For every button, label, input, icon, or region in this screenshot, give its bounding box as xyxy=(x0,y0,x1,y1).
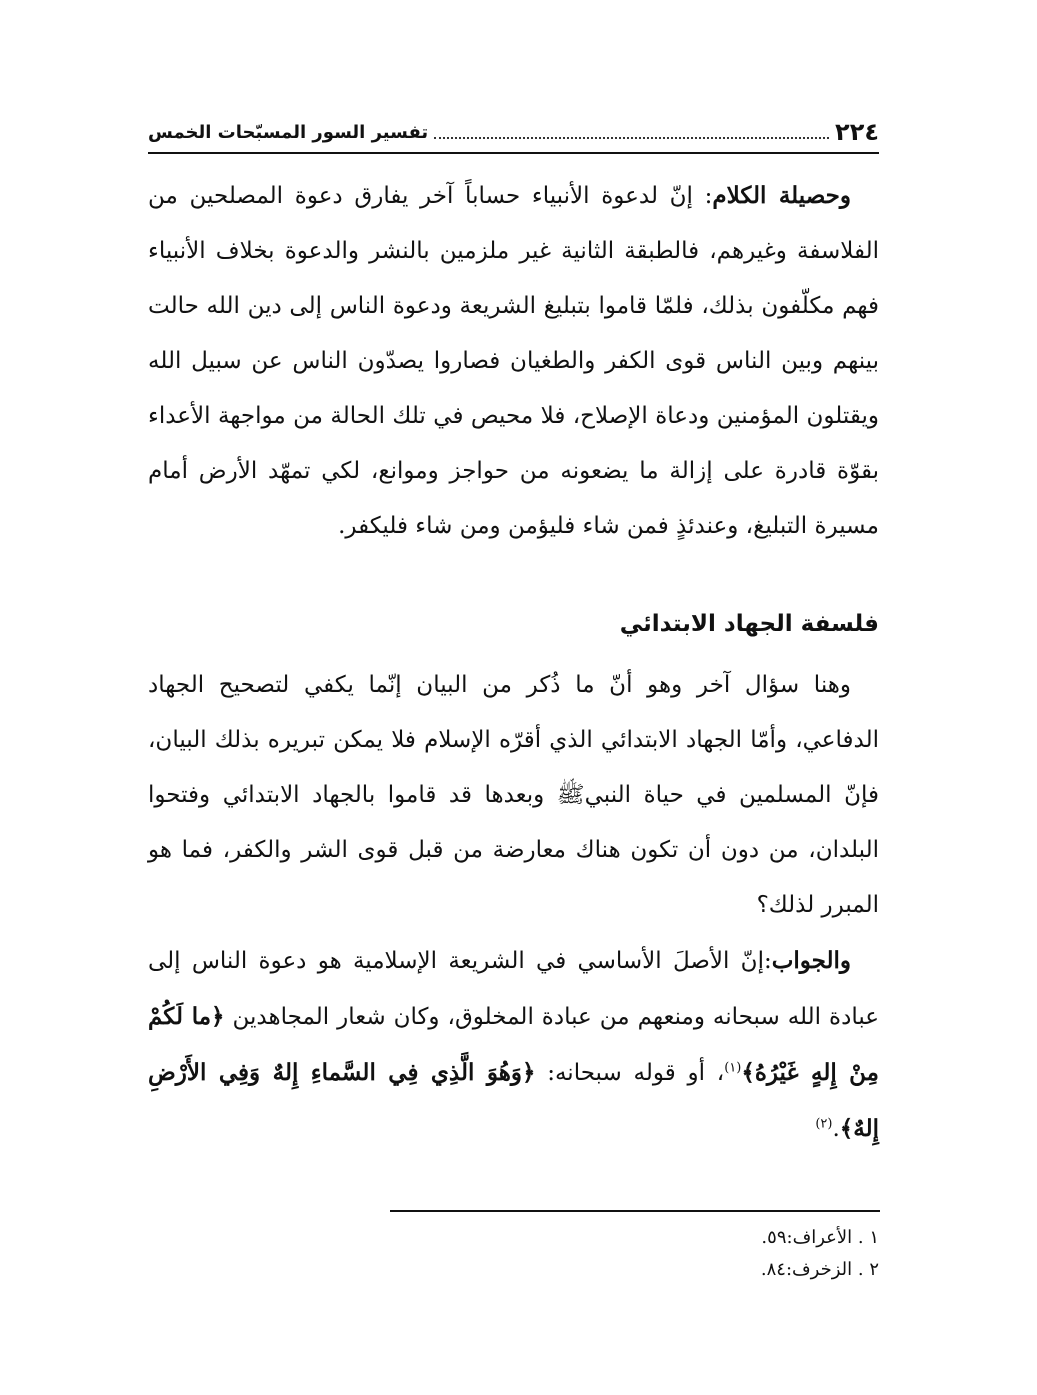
section-heading: فلسفة الجهاد الابتدائي xyxy=(619,611,879,637)
quran-verse-quote: ﴿ما لَكُمْ مِنْ إِلهٍ غَيْرُهُ﴾ xyxy=(148,1003,880,1086)
paragraph-lead-term: وحصيلة الكلام xyxy=(712,182,851,209)
running-title: تفسير السور المسبّحات الخمس xyxy=(148,121,429,143)
footnote-separator xyxy=(390,1210,880,1212)
page-number: ٢٢٤ xyxy=(835,118,879,146)
paragraph-text: :إنّ الأصلَ الأساسي في الشريعة الإسلامية هو دعوة الناس إلى عبادة الله سبحانه ومنعهم من عبادة المخلوق، وكان شعار المجاهدين xyxy=(148,948,879,1030)
paragraph-text: . xyxy=(832,1116,840,1142)
header-dotted-leader xyxy=(434,137,829,139)
paragraph-answer xyxy=(148,933,879,1157)
paragraph-lead-term: والجواب xyxy=(771,947,851,974)
paragraph-text: ، أو قوله سبحانه: xyxy=(535,1060,725,1086)
page-body xyxy=(148,168,879,1157)
paragraph-text: : إنّ لدعوة الأنبياء حساباً آخر يفارق دعوة المصلحين من الفلاسفة وغيرهم، فالطبقة الثانية غير ملزمين بالنشر والدعوة بخلاف الأنبياء فهم مكلّفون بذلك، فلمّا قاموا بتبليغ الشريعة ودعوة الناس إلى دين الله حالت بينهم وبين الناس قوى الكفر والطغيان فصاروا يصدّون الناس عن سبيل الله ويقتلون المؤمنين ودعاة الإصلاح، فلا محيص في تلك الحالة من مواجهة الأعداء بقوّة قادرة على إزالة ما يضعونه من حواجز وموانع، لكي تمهّد الأرض أمام مسيرة التبليغ، وعندئذٍ فمن شاء فليؤمن ومن شاء فليكفر. xyxy=(148,183,879,539)
page-header xyxy=(148,112,879,154)
footnotes xyxy=(379,1222,879,1286)
footnote-marker: (٢) xyxy=(815,1116,833,1132)
quran-verse-quote: ﴿وَهُوَ الَّذِي فِي السَّماءِ إِلهٌ وَفِي الأَرْضِ إِلهٌ﴾ xyxy=(148,1059,879,1142)
footnote-item: ٢ . الزخرف:٨٤. xyxy=(760,1259,879,1280)
footnote-item: ١ . الأعراف:٥٩. xyxy=(761,1227,879,1248)
footnote-marker: (١) xyxy=(724,1060,742,1076)
paragraph-summary xyxy=(148,168,879,554)
paragraph-question: وهنا سؤال آخر وهو أنّ ما ذُكر من البيان إنّما يكفي لتصحيح الجهاد الدفاعي، وأمّا الجهاد الابتدائي الذي أقرّه الإسلام فلا يمكن تبريره بذلك البيان، فإنّ المسلمين في حياة النبيﷺ وبعدها قد قاموا بالجهاد الابتدائي وفتحوا البلدان، من دون أن تكون هناك معارضة من قبل قوى الشر والكفر، فما هو المبرر لذلك؟ xyxy=(148,672,880,918)
